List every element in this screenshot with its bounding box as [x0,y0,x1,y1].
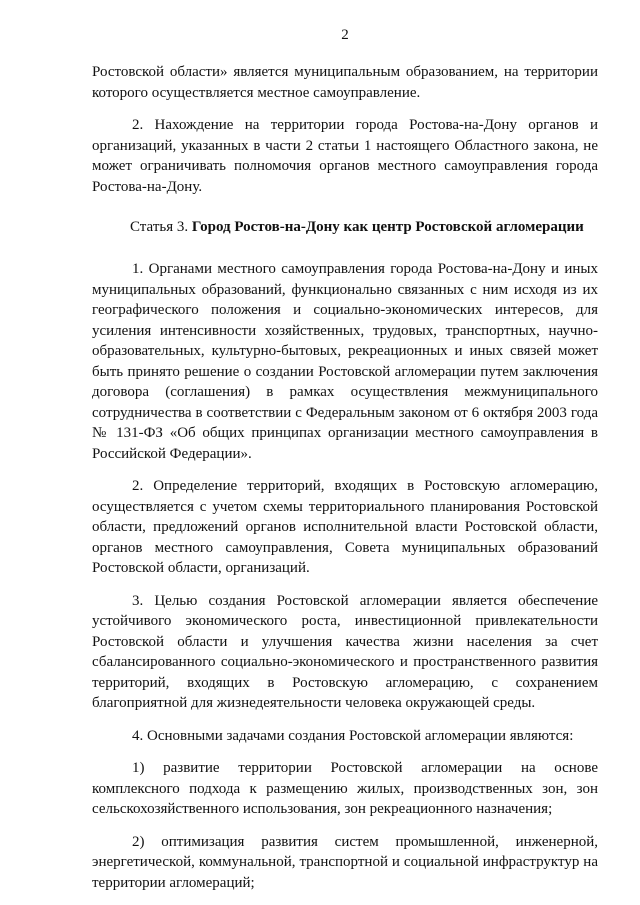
article-heading [92,217,598,237]
paragraph-section-4-item-2: 2) оптимизация развития систем промышленной, инженерной, энергетической, коммунальной, транспортной и социальной инфраструктур на территории агломераций; [92,833,598,891]
paragraph-section-4: 4. Основными задачами создания Ростовской агломерации являются: [132,727,574,744]
page-number: 2 [341,27,349,43]
paragraph-section-3: 3. Целью создания Ростовской агломерации является обеспечение устойчивого экономического роста, инвестиционной привлекательности Ростовской области и улучшения качества жизни населения за счет сбалансированного социально-экономического и пространственного развития территорий, входящих в Ростовскую агломерацию, с сохранением благоприятной для жизнедеятельности человека окружающей среды. [92,592,598,711]
paragraph-section-2: 2. Определение территорий, входящих в Ростовскую агломерацию, осуществляется с учетом схемы территориального планирования Ростовской области, предложений органов исполнительной власти Ростовской области, органов местного самоуправления, Совета муниципальных образований Ростовской области, организаций. [92,478,598,576]
paragraph-article2-part2: 2. Нахождение на территории города Ростова-на-Дону органов и организаций, указанных в части 2 статьи 1 настоящего Областного закона, не может ограничивать полномочия органов местного самоуправления города Ростова-на-Дону. [92,117,598,195]
article-title: Город Ростов-на-Дону как центр Ростовской агломерации [191,219,584,235]
paragraph-continuation: Ростовской области» является муниципальным образованием, на территории которого осуществляется местное самоуправление. [92,64,598,101]
paragraph-section-1: 1. Органами местного самоуправления города Ростова-на-Дону и иных муниципальных образований, функционально связанных с ним исходя из их географического положения и социально-экономических интересов, для усиления интенсивности хозяйственных, трудовых, транспортных, научно-образовательных, культурно-бытовых, рекреационных и иных связей может быть принято решение о создании Ростовской агломерации путем заключения договора (соглашения) в рамках осуществления межмуниципального сотрудничества в соответствии с Федеральным законом от 6 октября 2003 года № 131-ФЗ «Об общих принципах организации местного самоуправления в Российской Федерации». [92,261,598,462]
document-body [92,62,598,905]
article-label: Статья 3. [130,219,189,235]
paragraph-section-4-item-1: 1) развитие территории Ростовской агломерации на основе комплексного подхода к размещению жилых, производственных зон, зон сельскохозяйственного использования, зон рекреационного назначения; [92,760,598,817]
